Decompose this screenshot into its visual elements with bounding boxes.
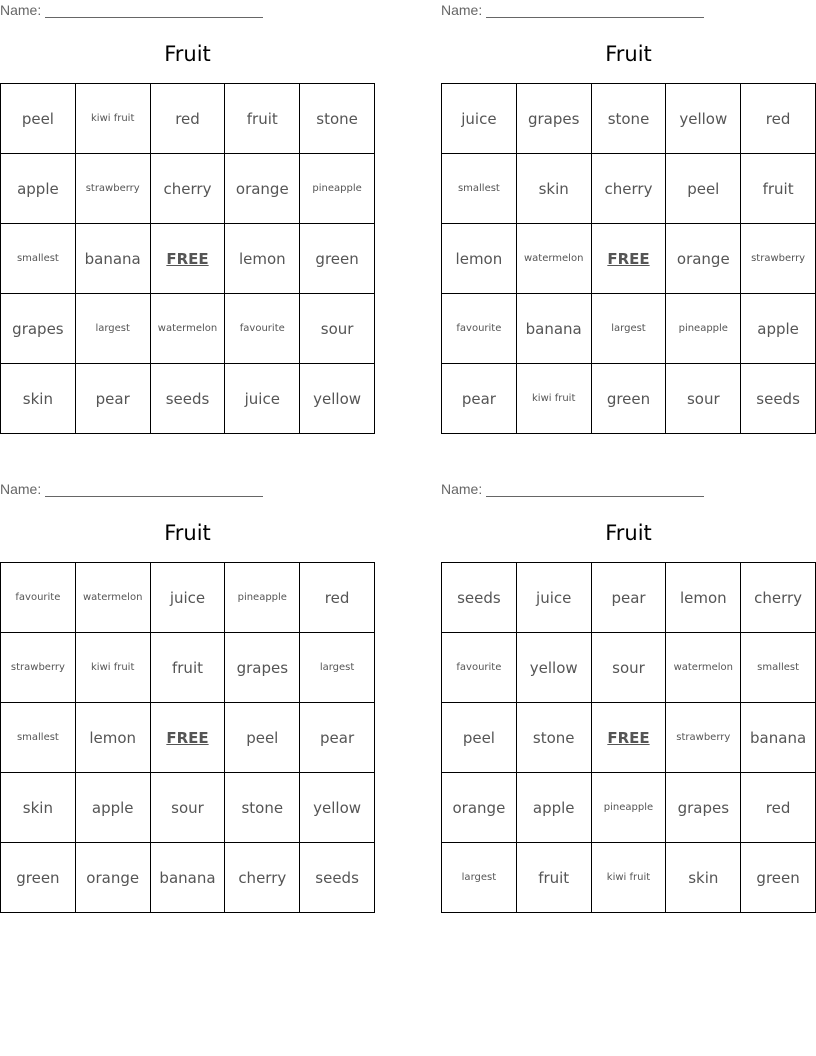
- bingo-cell[interactable]: orange: [75, 843, 150, 913]
- card-title: Fruit: [164, 42, 211, 66]
- bingo-grid: [0, 83, 375, 434]
- bingo-cell[interactable]: kiwi fruit: [516, 364, 591, 434]
- bingo-cell[interactable]: seeds: [442, 563, 517, 633]
- bingo-cell[interactable]: skin: [1, 364, 76, 434]
- bingo-cell[interactable]: banana: [150, 843, 225, 913]
- bingo-cell[interactable]: grapes: [225, 633, 300, 703]
- bingo-grid: [441, 562, 816, 913]
- bingo-cell[interactable]: red: [150, 84, 225, 154]
- name-label: Name:: [0, 2, 42, 18]
- bingo-cell[interactable]: seeds: [150, 364, 225, 434]
- name-label: Name:: [441, 481, 483, 497]
- free-space-cell[interactable]: FREE: [150, 224, 225, 294]
- bingo-cell[interactable]: red: [741, 84, 816, 154]
- bingo-cell[interactable]: fruit: [150, 633, 225, 703]
- bingo-cell[interactable]: smallest: [442, 154, 517, 224]
- grid-row: [442, 84, 816, 154]
- bingo-cell[interactable]: apple: [741, 294, 816, 364]
- bingo-cell[interactable]: banana: [741, 703, 816, 773]
- bingo-cell[interactable]: grapes: [516, 84, 591, 154]
- bingo-cell[interactable]: sour: [666, 364, 741, 434]
- bingo-cell[interactable]: peel: [1, 84, 76, 154]
- bingo-cell[interactable]: peel: [225, 703, 300, 773]
- grid-row: [442, 633, 816, 703]
- bingo-cell[interactable]: green: [300, 224, 375, 294]
- bingo-cell[interactable]: pear: [442, 364, 517, 434]
- bingo-cell[interactable]: orange: [225, 154, 300, 224]
- bingo-cell[interactable]: orange: [666, 224, 741, 294]
- grid-row: [1, 154, 375, 224]
- bingo-cell[interactable]: strawberry: [666, 703, 741, 773]
- grid-row: [1, 633, 375, 703]
- grid-row: [1, 843, 375, 913]
- name-field[interactable]: [441, 2, 704, 18]
- grid-row: [442, 773, 816, 843]
- bingo-cell[interactable]: grapes: [1, 294, 76, 364]
- grid-row: [442, 843, 816, 913]
- bingo-cell[interactable]: pear: [591, 563, 666, 633]
- bingo-cell[interactable]: juice: [150, 563, 225, 633]
- bingo-cell[interactable]: green: [591, 364, 666, 434]
- bingo-cell[interactable]: largest: [591, 294, 666, 364]
- bingo-cell[interactable]: yellow: [666, 84, 741, 154]
- bingo-cell[interactable]: stone: [516, 703, 591, 773]
- bingo-cell[interactable]: green: [1, 843, 76, 913]
- bingo-cell[interactable]: seeds: [741, 364, 816, 434]
- grid-row: [1, 563, 375, 633]
- bingo-cell[interactable]: fruit: [516, 843, 591, 913]
- name-underline[interactable]: [486, 5, 704, 18]
- free-space-cell[interactable]: FREE: [591, 224, 666, 294]
- grid-row: [1, 294, 375, 364]
- bingo-cell[interactable]: lemon: [442, 224, 517, 294]
- name-label: Name:: [0, 481, 42, 497]
- bingo-card-4: [441, 479, 816, 919]
- bingo-cell[interactable]: pear: [300, 703, 375, 773]
- name-underline[interactable]: [45, 5, 263, 18]
- bingo-card-1: [0, 0, 376, 440]
- bingo-cell[interactable]: kiwi fruit: [75, 633, 150, 703]
- bingo-cell[interactable]: cherry: [591, 154, 666, 224]
- bingo-cell[interactable]: largest: [442, 843, 517, 913]
- name-field[interactable]: [0, 481, 263, 497]
- bingo-cell[interactable]: cherry: [741, 563, 816, 633]
- bingo-cell[interactable]: juice: [442, 84, 517, 154]
- grid-row: [1, 703, 375, 773]
- bingo-cell[interactable]: kiwi fruit: [591, 843, 666, 913]
- bingo-cell[interactable]: favourite: [442, 294, 517, 364]
- name-field[interactable]: [0, 2, 263, 18]
- bingo-cell[interactable]: lemon: [75, 703, 150, 773]
- bingo-cell[interactable]: fruit: [225, 84, 300, 154]
- grid-row: [442, 294, 816, 364]
- bingo-cell[interactable]: red: [741, 773, 816, 843]
- bingo-cell[interactable]: yellow: [300, 364, 375, 434]
- bingo-cell[interactable]: favourite: [225, 294, 300, 364]
- bingo-cell[interactable]: favourite: [442, 633, 517, 703]
- bingo-cell[interactable]: orange: [442, 773, 517, 843]
- bingo-cell[interactable]: grapes: [666, 773, 741, 843]
- grid-row: [442, 364, 816, 434]
- card-title: Fruit: [164, 521, 211, 545]
- bingo-cell[interactable]: red: [300, 563, 375, 633]
- grid-row: [1, 364, 375, 434]
- bingo-cell[interactable]: peel: [666, 154, 741, 224]
- bingo-cell[interactable]: cherry: [225, 843, 300, 913]
- name-field[interactable]: [441, 481, 704, 497]
- name-label: Name:: [441, 2, 483, 18]
- bingo-cell[interactable]: yellow: [300, 773, 375, 843]
- bingo-cell[interactable]: smallest: [1, 224, 76, 294]
- bingo-cell[interactable]: smallest: [741, 633, 816, 703]
- bingo-cell[interactable]: cherry: [150, 154, 225, 224]
- card-title: Fruit: [605, 42, 652, 66]
- bingo-cell[interactable]: skin: [516, 154, 591, 224]
- bingo-cell[interactable]: watermelon: [75, 563, 150, 633]
- grid-row: [1, 84, 375, 154]
- free-space-cell[interactable]: FREE: [150, 703, 225, 773]
- bingo-cell[interactable]: juice: [225, 364, 300, 434]
- bingo-cell[interactable]: favourite: [1, 563, 76, 633]
- grid-row: [442, 154, 816, 224]
- bingo-cell[interactable]: sour: [150, 773, 225, 843]
- bingo-cell[interactable]: stone: [591, 84, 666, 154]
- bingo-grid: [0, 562, 375, 913]
- bingo-cell[interactable]: largest: [300, 633, 375, 703]
- bingo-cell[interactable]: strawberry: [1, 633, 76, 703]
- grid-row: [1, 224, 375, 294]
- bingo-cell[interactable]: banana: [75, 224, 150, 294]
- bingo-cell[interactable]: largest: [75, 294, 150, 364]
- bingo-cell[interactable]: sour: [300, 294, 375, 364]
- bingo-cell[interactable]: pineapple: [591, 773, 666, 843]
- bingo-cell[interactable]: smallest: [1, 703, 76, 773]
- bingo-cell[interactable]: sour: [591, 633, 666, 703]
- bingo-cell[interactable]: lemon: [225, 224, 300, 294]
- bingo-cell[interactable]: stone: [300, 84, 375, 154]
- bingo-cell[interactable]: strawberry: [75, 154, 150, 224]
- bingo-cell[interactable]: apple: [1, 154, 76, 224]
- bingo-cell[interactable]: strawberry: [741, 224, 816, 294]
- bingo-cell[interactable]: pineapple: [666, 294, 741, 364]
- bingo-cell[interactable]: green: [741, 843, 816, 913]
- bingo-cell[interactable]: pear: [75, 364, 150, 434]
- grid-row: [442, 224, 816, 294]
- grid-row: [1, 773, 375, 843]
- bingo-cell[interactable]: juice: [516, 563, 591, 633]
- bingo-cell[interactable]: fruit: [741, 154, 816, 224]
- bingo-cell[interactable]: apple: [516, 773, 591, 843]
- grid-row: [442, 563, 816, 633]
- bingo-cell[interactable]: pineapple: [225, 563, 300, 633]
- bingo-cell[interactable]: watermelon: [666, 633, 741, 703]
- bingo-cell[interactable]: stone: [225, 773, 300, 843]
- free-space-cell[interactable]: FREE: [591, 703, 666, 773]
- bingo-cell[interactable]: kiwi fruit: [75, 84, 150, 154]
- bingo-card-3: [0, 479, 376, 919]
- bingo-cell[interactable]: watermelon: [150, 294, 225, 364]
- card-title: Fruit: [605, 521, 652, 545]
- bingo-cell[interactable]: watermelon: [516, 224, 591, 294]
- name-underline[interactable]: [486, 484, 704, 497]
- grid-row: [442, 703, 816, 773]
- bingo-cell[interactable]: yellow: [516, 633, 591, 703]
- bingo-cell[interactable]: pineapple: [300, 154, 375, 224]
- bingo-cell[interactable]: peel: [442, 703, 517, 773]
- name-underline[interactable]: [45, 484, 263, 497]
- bingo-card-2: [441, 0, 816, 440]
- bingo-cell[interactable]: seeds: [300, 843, 375, 913]
- bingo-grid: [441, 83, 816, 434]
- bingo-cell[interactable]: apple: [75, 773, 150, 843]
- bingo-cell[interactable]: lemon: [666, 563, 741, 633]
- bingo-cell[interactable]: skin: [666, 843, 741, 913]
- bingo-cell[interactable]: skin: [1, 773, 76, 843]
- bingo-cell[interactable]: banana: [516, 294, 591, 364]
